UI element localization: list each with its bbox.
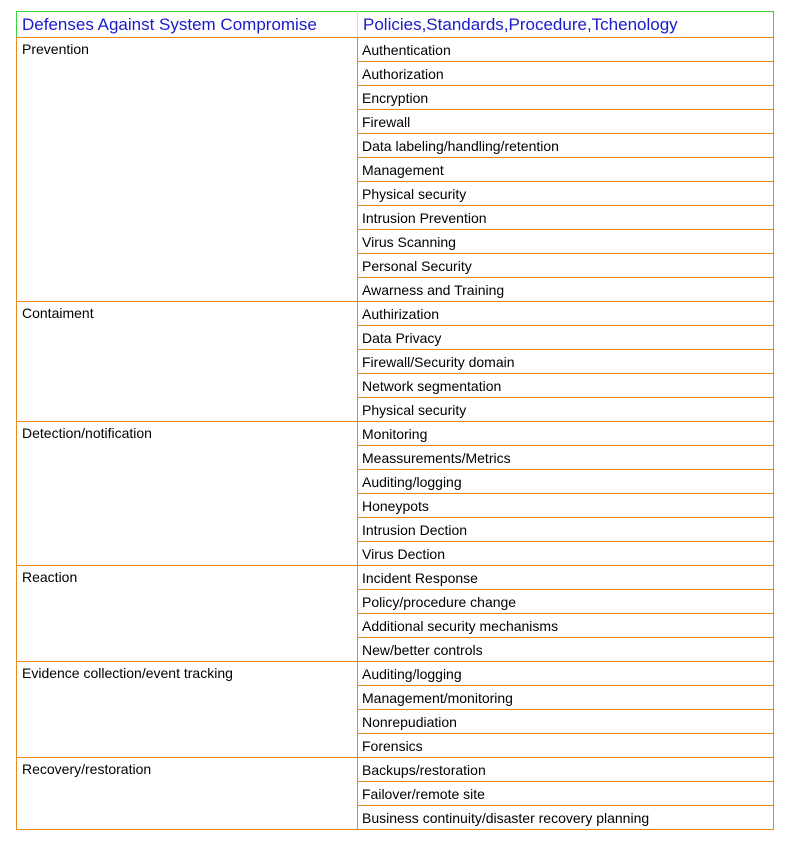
item-cell: Failover/remote site (358, 782, 774, 806)
item-cell: Authentication (358, 38, 774, 62)
item-cell: Backups/restoration (358, 758, 774, 782)
item-cell: Meassurements/Metrics (358, 446, 774, 470)
item-cell: Physical security (358, 398, 774, 422)
category-cell: Contaiment (17, 302, 358, 422)
item-cell: Intrusion Dection (358, 518, 774, 542)
category-cell: Detection/notification (17, 422, 358, 566)
item-cell: Data Privacy (358, 326, 774, 350)
item-cell: Policy/procedure change (358, 590, 774, 614)
item-cell: Incident Response (358, 566, 774, 590)
table-row (17, 758, 774, 782)
defenses-table (16, 11, 774, 830)
item-cell: Honeypots (358, 494, 774, 518)
table-row (17, 38, 774, 62)
item-cell: Auditing/logging (358, 662, 774, 686)
item-cell: Management/monitoring (358, 686, 774, 710)
item-cell: Business continuity/disaster recovery planning (358, 806, 774, 830)
item-cell: Physical security (358, 182, 774, 206)
item-cell: Management (358, 158, 774, 182)
item-cell: Authirization (358, 302, 774, 326)
category-cell: Recovery/restoration (17, 758, 358, 830)
header-defenses: Defenses Against System Compromise (17, 12, 358, 38)
header-row (17, 12, 774, 38)
item-cell: Personal Security (358, 254, 774, 278)
item-cell: Data labeling/handling/retention (358, 134, 774, 158)
item-cell: Forensics (358, 734, 774, 758)
item-cell: Additional security mechanisms (358, 614, 774, 638)
category-cell: Reaction (17, 566, 358, 662)
table-row (17, 422, 774, 446)
table-row (17, 662, 774, 686)
table-row (17, 302, 774, 326)
item-cell: Intrusion Prevention (358, 206, 774, 230)
item-cell: Awarness and Training (358, 278, 774, 302)
item-cell: Nonrepudiation (358, 710, 774, 734)
item-cell: New/better controls (358, 638, 774, 662)
item-cell: Authorization (358, 62, 774, 86)
item-cell: Monitoring (358, 422, 774, 446)
category-cell: Evidence collection/event tracking (17, 662, 358, 758)
item-cell: Network segmentation (358, 374, 774, 398)
header-policies: Policies,Standards,Procedure,Tchenology (358, 12, 774, 38)
category-cell: Prevention (17, 38, 358, 302)
table-body (17, 38, 774, 830)
item-cell: Encryption (358, 86, 774, 110)
item-cell: Virus Scanning (358, 230, 774, 254)
item-cell: Firewall/Security domain (358, 350, 774, 374)
item-cell: Auditing/logging (358, 470, 774, 494)
item-cell: Virus Dection (358, 542, 774, 566)
item-cell: Firewall (358, 110, 774, 134)
table-row (17, 566, 774, 590)
